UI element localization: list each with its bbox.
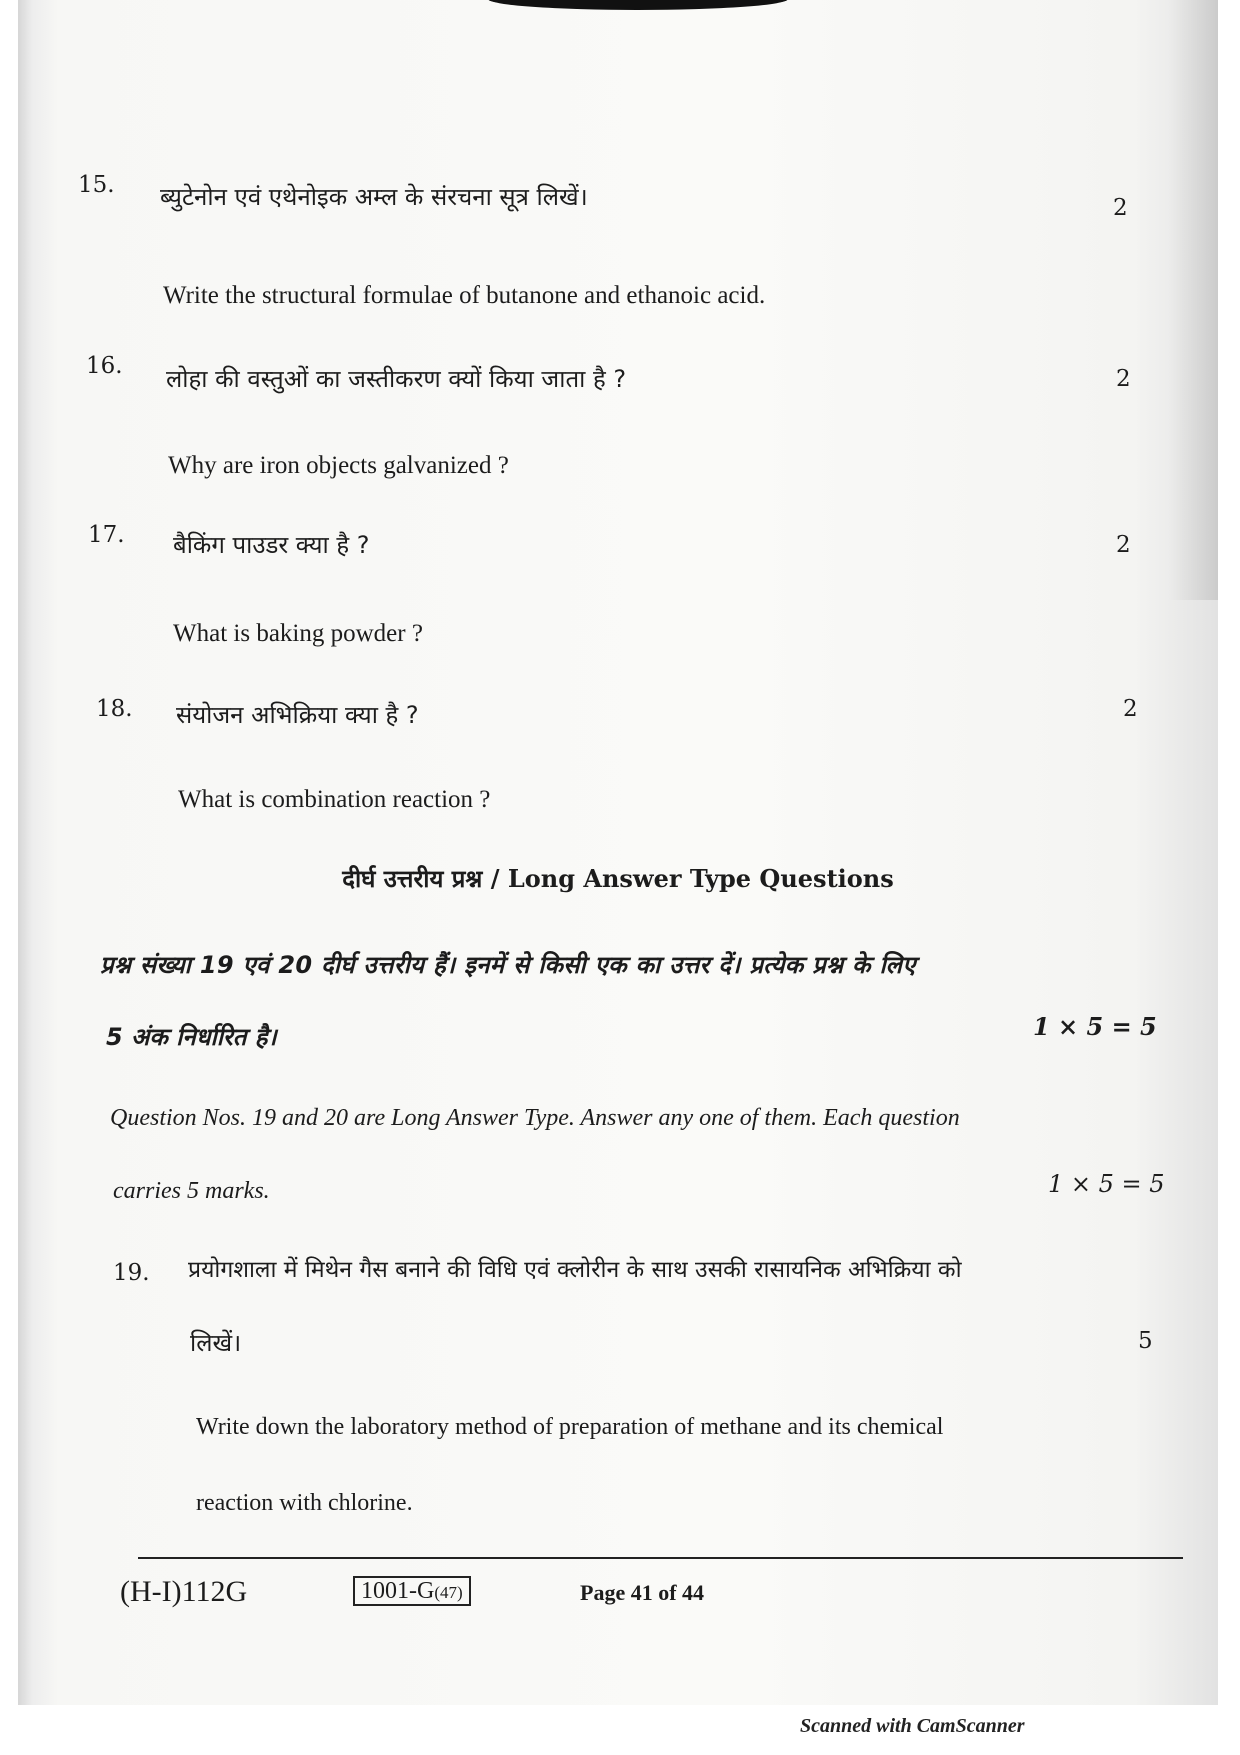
question-19-number: 19. [113,1260,150,1286]
question-16-english: Why are iron objects galvanized ? [168,452,509,479]
question-17-number: 17. [88,522,125,548]
question-16-number: 16. [86,353,123,379]
question-15-marks: 2 [1113,195,1128,221]
footer-divider [138,1557,1183,1559]
instruction-hindi-line1: प्रश्न संख्या 19 एवं 20 दीर्घ उत्तरीय हैं। इनमें से किसी एक का उत्तर दें। प्रत्येक प्रश्न के लिए [100,951,916,979]
question-17-english: What is baking powder ? [173,620,423,647]
section-heading: दीर्घ उत्तरीय प्रश्न / Long Answer Type Questions [342,864,894,893]
instruction-english-line2: carries 5 marks. [113,1178,270,1204]
instruction-english-line1: Question Nos. 19 and 20 are Long Answer Type. Answer any one of them. Each question [110,1105,960,1131]
question-18-hindi: संयोजन अभिक्रिया क्या है ? [176,701,419,729]
question-19-hindi-line2: लिखें। [190,1329,242,1357]
instruction-english-marks: 1 × 5 = 5 [1048,1170,1165,1198]
question-17-hindi: बैकिंग पाउडर क्या है ? [173,531,370,559]
question-17-marks: 2 [1116,532,1131,558]
exam-page [18,0,1218,1705]
question-16-marks: 2 [1116,366,1131,392]
question-15-number: 15. [78,172,115,198]
question-19-marks: 5 [1138,1328,1153,1354]
footer-box [353,1572,471,1606]
question-18-number: 18. [96,696,133,722]
question-19-english-line2: reaction with chlorine. [196,1490,413,1516]
question-16-hindi: लोहा की वस्तुओं का जस्तीकरण क्यों किया जाता है ? [166,365,627,393]
camscanner-watermark: Scanned with CamScanner [800,1715,1025,1737]
page-shade [1168,0,1218,600]
instruction-hindi-marks: 1 × 5 = 5 [1033,1012,1157,1041]
question-19-english-line1: Write down the laboratory method of preparation of methane and its chemical [196,1414,944,1440]
instruction-hindi-line2: 5 अंक निर्धारित है। [106,1023,277,1051]
question-15-english: Write the structural formulae of butanone and ethanoic acid. [163,282,766,309]
footer-box-sub: (47) [434,1583,463,1602]
scan-shadow [488,0,788,10]
footer-page: Page 41 of 44 [580,1580,705,1605]
question-18-marks: 2 [1123,696,1138,722]
footer-code: (H-I)112G [120,1575,248,1608]
question-19-hindi-line1: प्रयोगशाला में मिथेन गैस बनाने की विधि एवं क्लोरीन के साथ उसकी रासायनिक अभिक्रिया को [188,1257,962,1283]
footer-box-main: 1001-G [361,1578,435,1604]
question-18-english: What is combination reaction ? [178,786,491,813]
footer-box-label [353,1576,471,1606]
question-15-hindi: ब्युटेनोन एवं एथेनोइक अम्ल के संरचना सूत्र लिखें। [160,183,588,211]
